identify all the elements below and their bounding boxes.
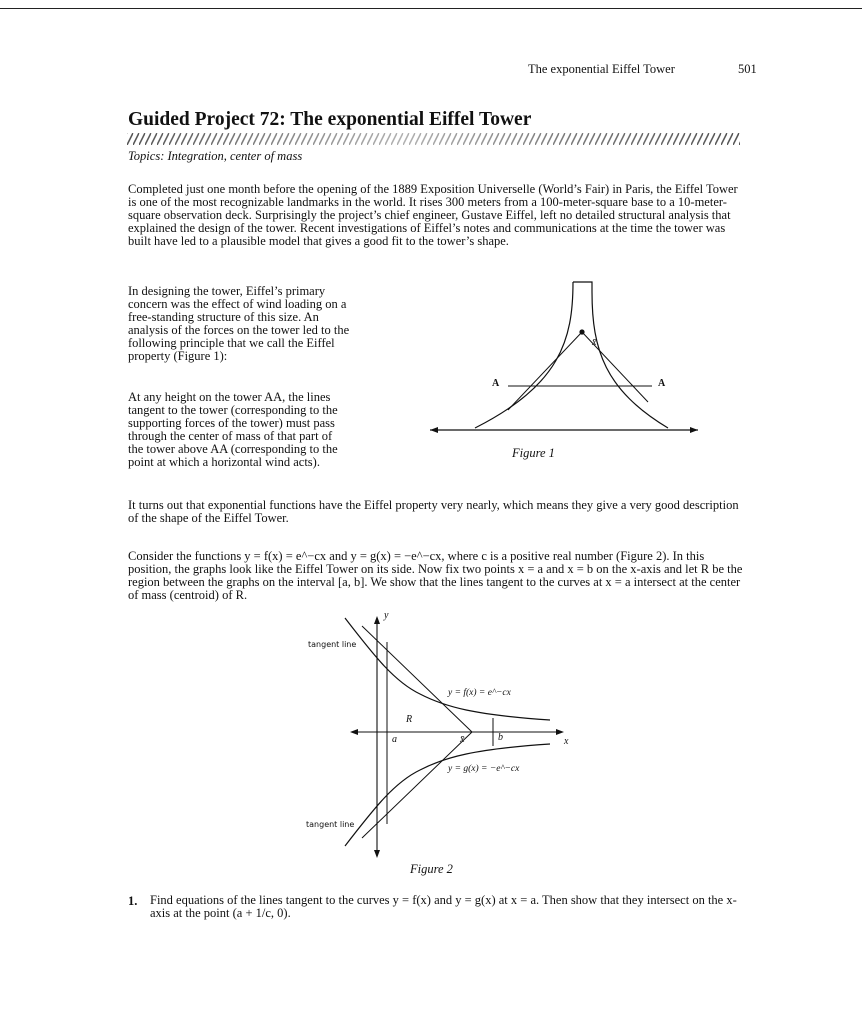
ground-arrow-right [690, 427, 698, 433]
project-title: Guided Project 72: The exponential Eiffel Tower [128, 109, 532, 130]
curve-g [345, 744, 550, 846]
label-y-axis: y [384, 610, 389, 621]
tangent-line-bottom [362, 732, 472, 838]
question-text: Find equations of the lines tangent to the curves y = f(x) and y = g(x) at x = a. Then show that they intersect on the x-axis at the point (a + 1/c, 0). [150, 893, 737, 920]
label-xbar-2: x̄ [460, 734, 465, 745]
running-header [528, 62, 757, 77]
label-A-left: A [492, 378, 500, 389]
tower-left-curve [475, 282, 573, 428]
label-A-right: A [658, 378, 666, 389]
x-axis-arrow-right [556, 729, 564, 735]
label-x-axis: x [564, 736, 569, 747]
label-R: R [406, 714, 413, 725]
tower-right-curve [592, 292, 668, 428]
consider-paragraph: Consider the functions y = f(x) = e^−cx and y = g(x) = −e^−cx, where c is a positive real number (Figure 2). In this position, the graphs look like the Eiffel Tower on its side. Now fix two points x = a and x = b on the x-axis and let R be the region between the graphs on the interval [a, b]. We show that the lines tangent to the curves at x = a intersect at the center of mass (centroid) of R. [128, 549, 743, 602]
eiffel-property-paragraph: At any height on the tower AA, the lines tangent to the tower (corresponding to the supporting forces of the tower) must pass through the center of mass of that part of the tower above AA (corresponding to the point at which a horizontal wind acts). [128, 390, 338, 469]
curve-f [345, 618, 550, 720]
y-axis-arrow-up [374, 616, 380, 624]
label-g: y = g(x) = −e^−cx [448, 764, 520, 774]
intro-paragraph: Completed just one month before the opening of the 1889 Exposition Universelle (World’s Fair) in Paris, the Eiffel Tower is one of the most recognizable landmarks in the world. It rises 300 meters from a 100-meter-square base to a 10-meter-square observation deck. Surprisingly the project’s chief engineer, Gustave Eiffel, left no detailed structural analysis that explained the design of the tower. Recent investigations of Eiffel’s notes and communications at the time the tower was built have led to a plausible model that gives a good fit to the tower’s shape. [128, 182, 738, 248]
running-header-title: The exponential Eiffel Tower [528, 62, 675, 76]
question-number: 1. [128, 894, 138, 908]
label-f: y = f(x) = e^−cx [448, 688, 511, 698]
topics-line: Topics: Integration, center of mass [128, 149, 303, 163]
title-decorative-bar [127, 133, 740, 145]
tower-top [573, 282, 592, 292]
figure-1-drawing [420, 270, 710, 470]
exponential-paragraph: It turns out that exponential functions have the Eiffel property very nearly, which means they give a very good description of the shape of the Eiffel Tower. [128, 498, 739, 525]
design-paragraph: In designing the tower, Eiffel’s primary concern was the effect of wind loading on a free-standing structure of this size. An analysis of the forces on the tower led to the following principle that we call the Eiffel property (Figure 1): [128, 284, 350, 363]
page-number: 501 [738, 62, 757, 76]
label-a: a [392, 734, 397, 745]
tangent-left [508, 332, 582, 410]
page-top-border [0, 8, 862, 9]
label-b: b [498, 732, 503, 743]
center-of-mass-point [579, 329, 584, 334]
y-axis-arrow-down [374, 850, 380, 858]
figure-1-caption: Figure 1 [512, 446, 555, 460]
label-tangent-bottom: tangent line [306, 820, 355, 829]
x-axis-arrow-left [350, 729, 358, 735]
ground-arrow-left [430, 427, 438, 433]
figure-2 [300, 612, 590, 862]
figure-2-caption: Figure 2 [410, 862, 453, 876]
label-tangent-top: tangent line [308, 640, 357, 649]
figure-1 [420, 270, 710, 470]
tangent-line-top [362, 626, 472, 732]
label-xbar: x̄ [592, 337, 597, 348]
